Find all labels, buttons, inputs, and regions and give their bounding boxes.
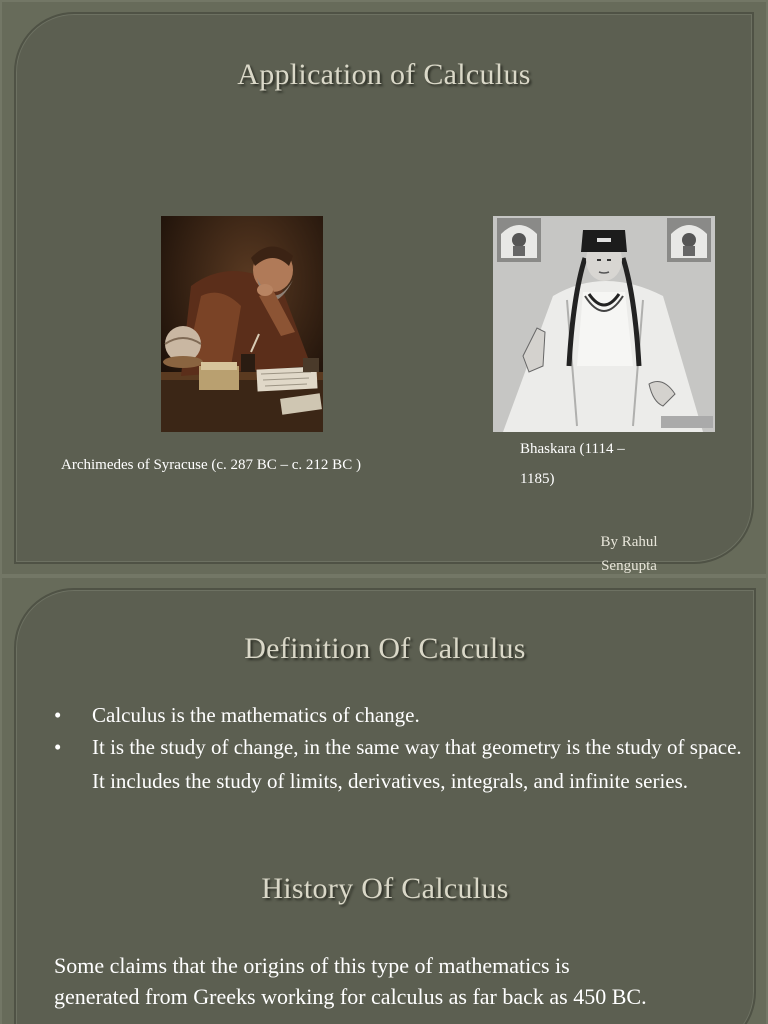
slide-definition[interactable] (2, 578, 766, 1024)
bullet-item (52, 700, 742, 730)
bhaskara-caption (520, 434, 670, 494)
bullet-icon: • (54, 703, 62, 727)
byline-line2: Sengupta (601, 558, 657, 574)
slide-panel (14, 588, 756, 1024)
archimedes-painting (161, 216, 323, 432)
archimedes-portrait (161, 216, 323, 432)
definition-bullets (52, 700, 742, 798)
bullet-item (52, 730, 742, 798)
slide-title: Application of Calculus (237, 58, 531, 91)
bhaskara-caption-line2: 1185) (520, 471, 555, 487)
byline-line1: By Rahul (600, 534, 658, 550)
bhaskara-painting (493, 216, 715, 432)
bullet-text: Calculus is the mathematics of change. (92, 703, 420, 727)
slide-title: Definition Of Calculus (244, 632, 526, 665)
bhaskara-caption-line1: Bhaskara (1114 – (520, 441, 625, 457)
bullet-icon: • (54, 735, 62, 759)
slide-application[interactable] (2, 2, 766, 574)
history-paragraph: Some claims that the origins of this type of mathematics is generated from Greeks working for calculus as far back as 450 BC. (54, 953, 647, 1009)
bhaskara-portrait (493, 216, 715, 432)
bullet-text: It is the study of change, in the same way that geometry is the study of space. It includes the study of limits, derivatives, integrals, and infinite series. (92, 735, 742, 793)
section-title: History Of Calculus (261, 872, 509, 905)
archimedes-caption: Archimedes of Syracuse (c. 287 BC – c. 212 BC ) (61, 457, 361, 473)
author-byline (590, 530, 668, 574)
slide-panel (14, 12, 754, 564)
